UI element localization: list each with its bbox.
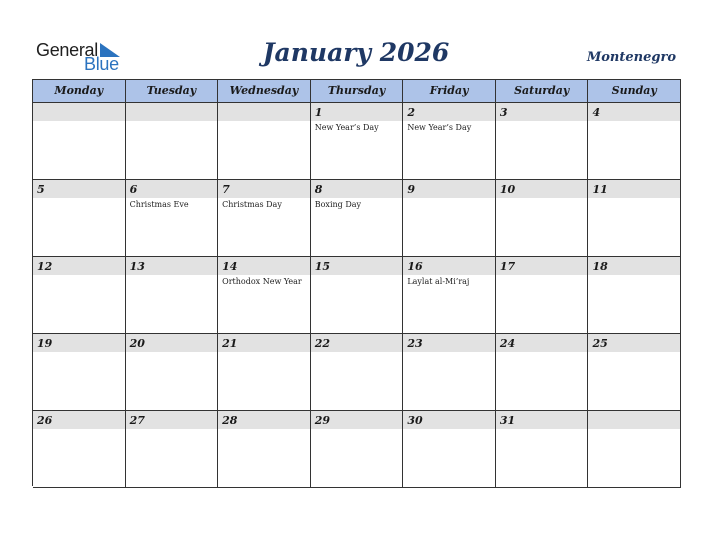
day-cell xyxy=(588,180,681,257)
day-cell xyxy=(496,257,589,334)
day-cell xyxy=(218,180,311,257)
logo-general-text: General xyxy=(36,40,98,60)
day-cell xyxy=(33,180,126,257)
day-number: 3 xyxy=(499,106,508,119)
day-number: 20 xyxy=(129,337,145,350)
day-cell xyxy=(218,411,311,488)
day-cell xyxy=(496,103,589,180)
day-cell xyxy=(126,103,219,180)
day-number: 2 xyxy=(407,106,415,119)
day-cell xyxy=(126,180,219,257)
day-number-band xyxy=(588,103,680,121)
weekday-header: Wednesday xyxy=(218,80,311,103)
day-number: 27 xyxy=(129,414,145,427)
day-number: 21 xyxy=(222,337,238,350)
day-number: 25 xyxy=(592,337,608,350)
day-cell xyxy=(311,334,404,411)
weeks-container xyxy=(33,103,681,488)
day-cell xyxy=(403,103,496,180)
day-cell xyxy=(403,411,496,488)
day-cell xyxy=(496,411,589,488)
day-number: 10 xyxy=(499,183,516,196)
day-number: 24 xyxy=(499,337,516,350)
weekday-header: Tuesday xyxy=(126,80,219,103)
holiday-label: Laylat al-Mi’raj xyxy=(407,277,470,286)
day-number-band xyxy=(218,103,310,121)
day-number: 5 xyxy=(37,183,45,196)
holiday-label: New Year’s Day xyxy=(407,123,472,132)
day-cell xyxy=(588,103,681,180)
day-number: 29 xyxy=(314,414,331,427)
week-row xyxy=(33,257,681,334)
holiday-label: Orthodox New Year xyxy=(222,277,302,286)
day-cell xyxy=(496,180,589,257)
day-number: 13 xyxy=(129,260,145,273)
day-cell xyxy=(403,334,496,411)
day-number: 4 xyxy=(592,106,601,119)
day-number: 11 xyxy=(592,183,608,196)
week-row xyxy=(33,180,681,257)
day-number: 8 xyxy=(314,183,323,196)
logo-blue-text: Blue xyxy=(84,54,119,74)
day-number: 12 xyxy=(37,260,53,273)
day-cell xyxy=(496,334,589,411)
day-number: 17 xyxy=(499,260,516,273)
day-cell xyxy=(126,334,219,411)
day-number: 16 xyxy=(407,260,423,273)
day-number-band xyxy=(33,103,125,121)
week-row xyxy=(33,103,681,180)
day-cell xyxy=(33,257,126,334)
calendar-title: January 2026 xyxy=(262,38,450,67)
day-cell xyxy=(33,411,126,488)
day-cell xyxy=(126,411,219,488)
weekday-header: Saturday xyxy=(496,80,589,103)
day-cell xyxy=(588,334,681,411)
day-cell xyxy=(311,103,404,180)
day-number-band xyxy=(588,411,680,429)
week-row xyxy=(33,334,681,411)
day-number: 28 xyxy=(222,414,238,427)
day-number: 30 xyxy=(407,414,423,427)
day-cell xyxy=(311,257,404,334)
day-number-band xyxy=(126,180,218,198)
day-number: 15 xyxy=(314,260,331,273)
day-number: 6 xyxy=(129,183,138,196)
day-cell xyxy=(218,103,311,180)
day-number: 26 xyxy=(37,414,53,427)
day-number-band xyxy=(403,180,495,198)
day-cell xyxy=(403,180,496,257)
weekday-header: Friday xyxy=(403,80,496,103)
weekday-header: Sunday xyxy=(588,80,681,103)
holiday-label: Christmas Day xyxy=(222,200,282,209)
day-number: 31 xyxy=(499,414,516,427)
day-cell xyxy=(33,334,126,411)
day-number: 23 xyxy=(407,337,423,350)
day-number: 1 xyxy=(314,106,323,119)
day-cell xyxy=(33,103,126,180)
day-number: 9 xyxy=(407,183,415,196)
day-number-band xyxy=(311,180,403,198)
day-cell xyxy=(311,180,404,257)
day-cell xyxy=(588,411,681,488)
day-cell xyxy=(218,334,311,411)
weekday-header: Thursday xyxy=(311,80,404,103)
country-name: Montenegro xyxy=(586,50,676,65)
day-number-band xyxy=(311,103,403,121)
day-number-band xyxy=(33,180,125,198)
day-number-band xyxy=(218,180,310,198)
holiday-label: Christmas Eve xyxy=(129,200,189,209)
day-number: 14 xyxy=(222,260,238,273)
day-cell xyxy=(126,257,219,334)
day-cell xyxy=(218,257,311,334)
calendar-grid xyxy=(32,79,681,486)
day-cell xyxy=(403,257,496,334)
day-cell xyxy=(588,257,681,334)
day-number-band xyxy=(403,103,495,121)
day-number: 18 xyxy=(592,260,608,273)
day-number: 19 xyxy=(37,337,53,350)
day-cell xyxy=(311,411,404,488)
holiday-label: Boxing Day xyxy=(314,200,362,209)
weekday-header-row xyxy=(33,80,681,103)
day-number: 7 xyxy=(222,183,230,196)
day-number: 22 xyxy=(314,337,331,350)
holiday-label: New Year’s Day xyxy=(314,123,379,132)
week-row xyxy=(33,411,681,488)
day-number-band xyxy=(496,103,588,121)
weekday-header: Monday xyxy=(33,80,126,103)
day-number-band xyxy=(126,103,218,121)
